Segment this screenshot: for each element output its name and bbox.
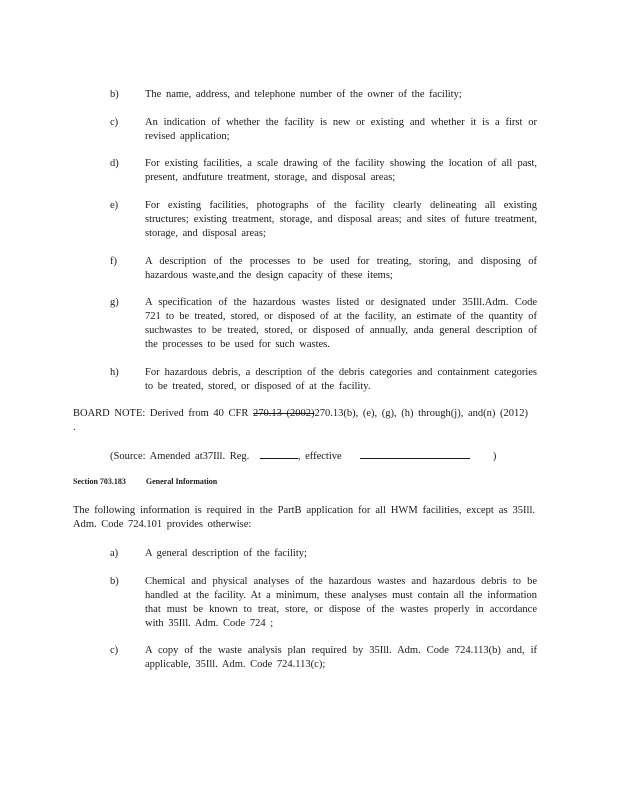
effective-blank — [360, 449, 470, 459]
section-title: General Information — [145, 477, 218, 486]
section-number: Section 703.183 — [73, 477, 126, 486]
item-text: A general description of the facility; — [145, 548, 307, 559]
source-blank — [260, 449, 298, 459]
source-close: ) — [492, 451, 497, 462]
item-label: d) — [110, 158, 119, 169]
item-label: b) — [110, 89, 119, 100]
item-label: b) — [110, 576, 119, 587]
item-label: a) — [110, 548, 119, 559]
item-label: f) — [110, 256, 117, 267]
item-text: A specification of the hazardous wastes listed or designated under 35Ill.Adm. Code 721 to be treated, stored, or disposed of at the facility, an estimate of the quantity of suchwastes to be treated, stored, or disposed of annually, anda general description of the processes to be used for such wastes. — [145, 297, 537, 350]
item-label: c) — [110, 117, 119, 128]
item-text: For existing facilities, photographs of the facility clearly delineating all existing structures; existing treatment, storage, and disposal areas; and sites of future treatment, storage, and disposal areas; — [145, 200, 537, 239]
item-text: A copy of the waste analysis plan required by 35Ill. Adm. Code 724.113(b) and, if applicable, 35Ill. Adm. Code 724.113(c); — [145, 645, 537, 670]
item-text: An indication of whether the facility is new or existing and whether it is a first or revised application; — [145, 117, 537, 142]
board-note-prefix: BOARD NOTE: Derived from 40 CFR — [73, 408, 249, 419]
board-note-suffix: 270.13(b), (e), (g), (h) through(j), and(n) (2012) . — [73, 408, 528, 433]
item-text: Chemical and physical analyses of the hazardous wastes and hazardous debris to be handled at the facility. At a minimum, these analyses must contain all the information that must be known to treat, store, or dispose of the wastes properly in accordance with 35Ill. Adm. Code 724 ; — [145, 576, 537, 629]
item-text: For hazardous debris, a description of the debris categories and containment categories to be treated, stored, or disposed of at the facility. — [145, 367, 537, 392]
item-label: h) — [110, 367, 119, 378]
item-label: g) — [110, 297, 119, 308]
item-label: e) — [110, 200, 119, 211]
source-effective: , effective — [297, 451, 342, 462]
item-text: A description of the processes to be used for treating, storing, and disposing of hazardous waste,and the design capacity of these items; — [145, 256, 537, 281]
source-text: (Source: Amended at37Ill. Reg. — [110, 451, 250, 462]
item-text: For existing facilities, a scale drawing of the facility showing the location of all past, present, andfuture treatment, storage, and disposal areas; — [145, 158, 537, 183]
section-heading — [73, 475, 235, 489]
board-note — [73, 407, 535, 435]
item-label: c) — [110, 645, 119, 656]
item-text: The name, address, and telephone number of the owner of the facility; — [145, 89, 462, 100]
intro-paragraph: The following information is required in the PartB application for all HWM facilities, except as 35Ill. Adm. Code 724.101 provides otherwise: — [73, 505, 535, 530]
board-note-struck: 270.13 (2002) — [253, 408, 315, 419]
source-line — [110, 449, 540, 464]
